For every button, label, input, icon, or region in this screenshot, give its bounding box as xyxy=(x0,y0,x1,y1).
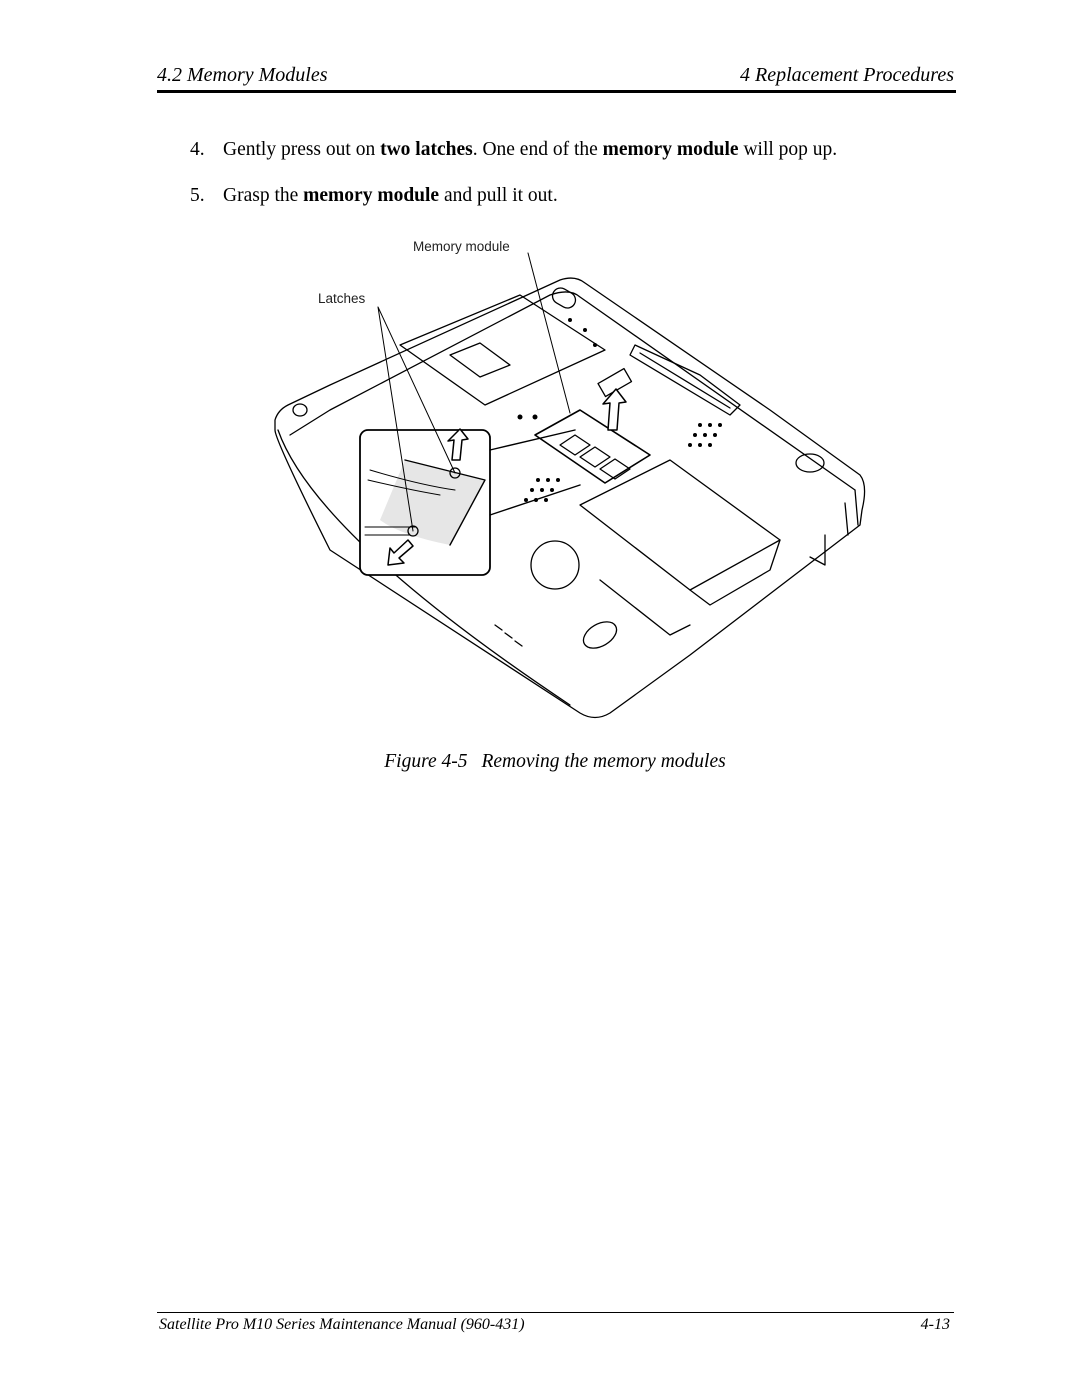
step-number: 5. xyxy=(190,185,205,206)
latches-label: Latches xyxy=(318,291,366,306)
memory-module-leader xyxy=(528,253,570,413)
memory-removal-illustration xyxy=(270,235,870,725)
page-number: 4-13 xyxy=(920,1316,950,1333)
procedure-steps xyxy=(190,136,950,228)
step-text xyxy=(223,182,558,210)
step-text-part: Grasp the xyxy=(223,185,304,206)
header-rule xyxy=(157,90,956,93)
footer-rule xyxy=(157,1312,954,1313)
figure-caption xyxy=(0,751,1080,773)
step-5 xyxy=(190,182,950,228)
step-text xyxy=(223,136,837,164)
figure-title: Removing the memory modules xyxy=(481,751,726,772)
vent-circle xyxy=(531,541,579,589)
step-text-bold: two latches xyxy=(380,139,473,160)
module-arrow-up xyxy=(603,389,626,430)
manual-title: Satellite Pro M10 Series Maintenance Manual (960-431) xyxy=(159,1316,525,1333)
step-text-part: . One end of the xyxy=(472,139,603,160)
memory-module-label: Memory module xyxy=(413,239,510,254)
page-footer xyxy=(157,1316,954,1340)
page-header xyxy=(157,62,954,92)
step-text-part: Gently press out on xyxy=(223,139,381,160)
laptop-underside-drawing xyxy=(270,235,870,725)
step-text-bold: memory module xyxy=(303,185,440,206)
step-text-part: will pop up. xyxy=(738,139,838,160)
step-number: 4. xyxy=(190,139,205,160)
section-title: 4.2 Memory Modules xyxy=(157,64,328,86)
step-text-part: and pull it out. xyxy=(439,185,558,206)
memory-module-shape xyxy=(535,410,650,483)
step-text-bold: memory module xyxy=(602,139,739,160)
figure-number: Figure 4-5 xyxy=(384,751,468,772)
chapter-title: 4 Replacement Procedures xyxy=(740,64,954,86)
step-4 xyxy=(190,136,950,182)
